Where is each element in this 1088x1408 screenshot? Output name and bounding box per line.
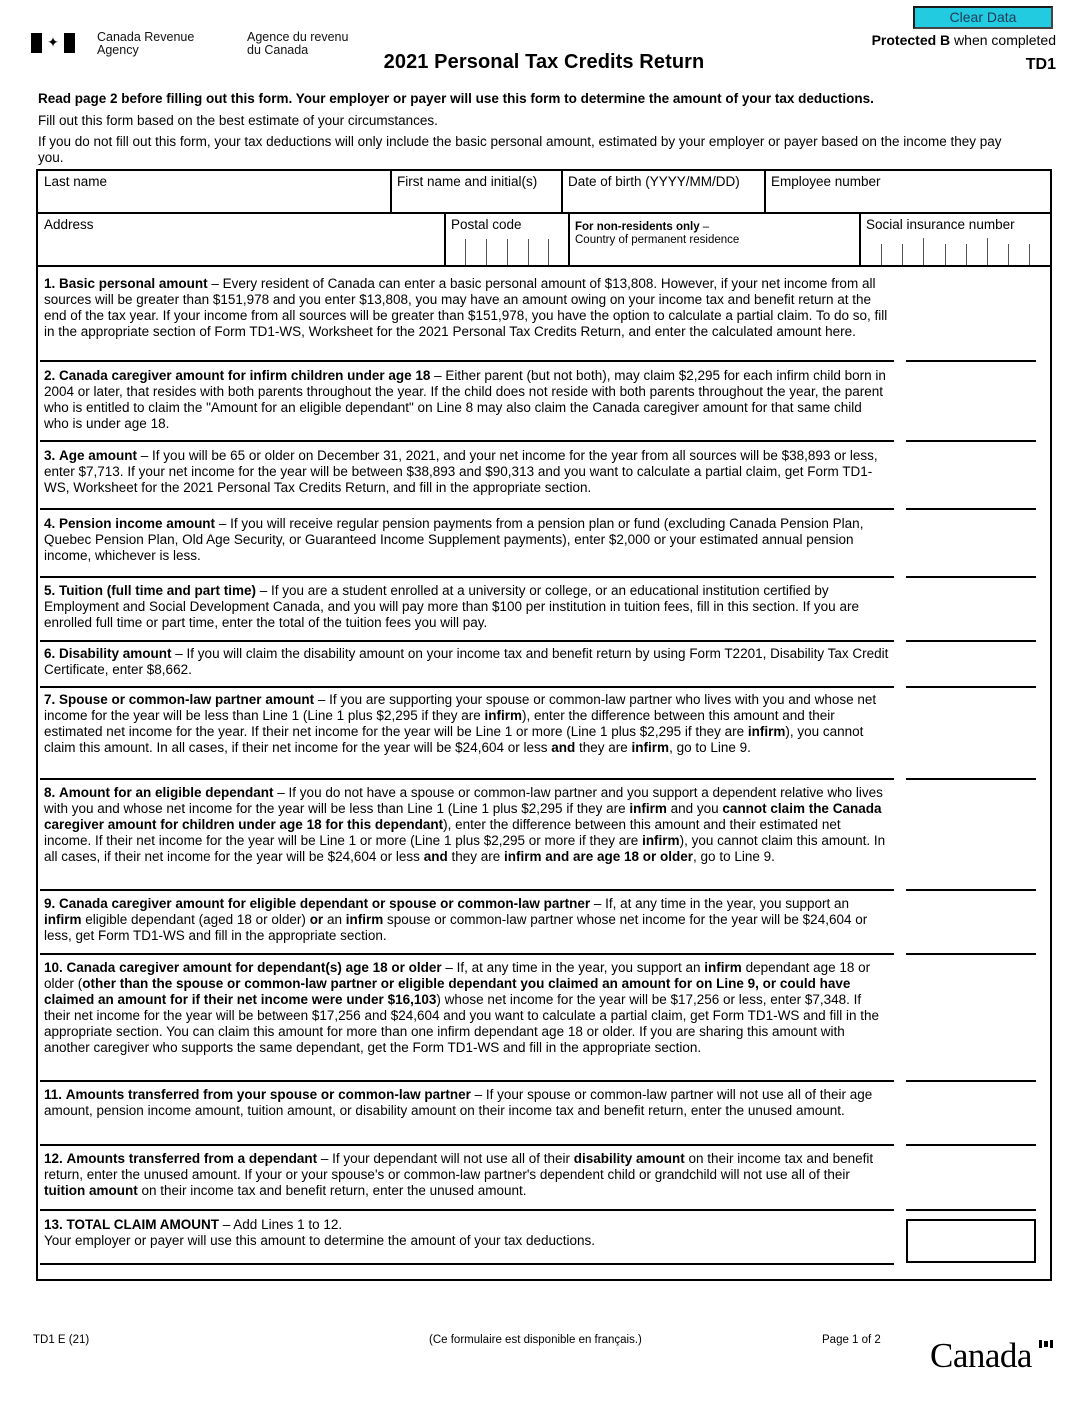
- line-text: ) whose net income for the year will be $17,256 or less, enter $7,348. If their net income for the year will be between $17,256 and $24,604 and you want to calculate a partial claim, get Form TD1-WS and fill in the appropriate section. You can claim this amount for more than one infirm dependant age 18 or older. If you are sharing this amount with another caregiver who supports the same dependant, get the Form TD1-WS and fill in the appropriate section.: [44, 992, 879, 1055]
- divider: [40, 640, 894, 642]
- line-title: Amounts transferred from your spouse or common-law partner: [65, 1087, 471, 1102]
- intro-if-not-filled: If you do not fill out this form, your tax deductions will only include the basic personal amount, estimated by your employer or payer based on the income they pay you.: [38, 134, 1002, 165]
- line-text: they are: [575, 740, 632, 755]
- line-11-amount-field[interactable]: [906, 1144, 1036, 1146]
- page-title: [0, 51, 1088, 74]
- line-text: – Either parent (but not both), may claim $2,295 for each infirm child born in 2004 or later, that resides with both parents throughout the year. If the child does not reside with both parents throughout the year, the parent who is entitled to claim the "Amount for an eligible dependant" on Line 8 may also claim the Canada caregiver amount for that same child who is under age 18.: [44, 368, 886, 431]
- agency-fr-line1: Agence du revenu: [247, 30, 349, 44]
- form-code: TD1: [1025, 56, 1056, 73]
- form-identifier: TD1 E (21): [33, 1334, 90, 1346]
- line-text: 13.: [44, 1217, 63, 1232]
- divider: [40, 953, 894, 955]
- line-2-amount-field[interactable]: [906, 440, 1036, 442]
- line-title: Amount for an eligible dependant: [59, 785, 274, 800]
- line-text: an: [323, 912, 346, 927]
- line-9-amount-field[interactable]: [906, 953, 1036, 955]
- country-residence-label: Country of permanent residence: [575, 234, 740, 246]
- line-text: disability amount: [573, 1151, 685, 1166]
- maple-leaf-icon: ✦: [47, 34, 59, 50]
- wordmark-flag-icon: [1039, 1340, 1053, 1348]
- line-title: Tuition (full time and part time): [59, 583, 257, 598]
- line-6-amount-field[interactable]: [906, 686, 1036, 688]
- line-text: infirm and are age 18 or older: [503, 849, 694, 864]
- line-text: Your employer or payer will use this amount to determine the amount of your tax deductions.: [44, 1233, 596, 1248]
- sin-tick: [923, 238, 924, 265]
- line-title: Canada caregiver amount for infirm children under age 18: [59, 368, 431, 383]
- line-text: infirm: [704, 960, 742, 975]
- agency-en-line2: Agency: [97, 43, 139, 57]
- intro-best-estimate: Fill out this form based on the best estimate of your circumstances.: [38, 113, 438, 128]
- line-text: 2.: [44, 368, 56, 383]
- first-name-label: First name and initial(s): [397, 174, 538, 189]
- protected-rest: when completed: [950, 32, 1056, 48]
- divider: [40, 1080, 894, 1082]
- line-text: eligible dependant (aged 18 or older): [81, 912, 310, 927]
- line-text: tuition amount: [44, 1183, 138, 1198]
- postal-code-tick: [548, 239, 549, 265]
- protected-notice: [872, 32, 1056, 48]
- clear-data-button[interactable]: Clear Data: [913, 6, 1053, 29]
- line-text: ), you cannot claim this amount. In all cases, if their net income for the year will be $24,604 or less: [44, 833, 886, 864]
- line-text: – If you are supporting your spouse or common-law partner who lives with you and whose net income for the year will be less than Line 1 (Line 1 plus $2,295 if they are: [44, 692, 877, 723]
- line-2-caregiver-children: [44, 368, 889, 432]
- line-title: Canada caregiver amount for dependant(s) age 18 or older: [66, 960, 442, 975]
- title-text: 2021 Personal Tax Credits Return: [383, 51, 705, 73]
- line-title: Basic personal amount: [59, 276, 208, 291]
- sin-tick: [881, 244, 882, 265]
- divider: [40, 1209, 894, 1211]
- line-3-age-amount: [44, 448, 889, 496]
- line-text: infirm: [631, 740, 670, 755]
- divider: [40, 889, 894, 891]
- line-9-caregiver-eligible-dependant: [44, 896, 889, 944]
- non-resident-dash: –: [699, 221, 710, 233]
- dob-label: Date of birth (YYYY/MM/DD): [568, 174, 740, 189]
- agency-fr-line2: du Canada: [247, 43, 309, 57]
- line-10-caregiver-age18: [44, 960, 889, 1056]
- line-text: ), enter the difference between this amount and their estimated net income. If their net income for the year will be Line 1 or more (Line 1 plus $2,295 or more if they are: [44, 817, 841, 848]
- line-text: and: [551, 740, 576, 755]
- divider: [40, 1144, 894, 1146]
- total-claim-amount-field[interactable]: [906, 1219, 1036, 1263]
- line-text: 4.: [44, 516, 56, 531]
- line-text: – If you will receive regular pension payments from a pension plan or fund (excluding Canada Pension Plan, Quebec Pension Plan, Old Age Security, or Guaranteed Income Supplement payments), enter $2,000 or your estimated annual pension income, whichever is less.: [44, 516, 864, 563]
- divider: [40, 686, 894, 688]
- line-title: Spouse or common-law partner amount: [59, 692, 315, 707]
- line-title: Pension income amount: [59, 516, 216, 531]
- line-text: they are: [447, 849, 504, 864]
- last-name-label: Last name: [44, 174, 108, 189]
- line-7-amount-field[interactable]: [906, 778, 1036, 780]
- line-text: – If your spouse or common-law partner will not use all of their age amount, pension income amount, tuition amount, or disability amount on their income tax and benefit return, enter the unused amount.: [44, 1087, 873, 1118]
- line-10-amount-field[interactable]: [906, 1080, 1036, 1082]
- line-text: 3.: [44, 448, 56, 463]
- line-text: on their income tax and benefit return, enter the unused amount.: [137, 1183, 527, 1198]
- line-text: and: [423, 849, 448, 864]
- line-text: infirm: [629, 801, 667, 816]
- line-3-amount-field[interactable]: [906, 508, 1036, 510]
- sin-tick: [1008, 244, 1009, 265]
- line-text: 6.: [44, 646, 56, 661]
- address-label: Address: [44, 217, 94, 232]
- line-5-amount-field[interactable]: [906, 640, 1036, 642]
- country-of-residence-field[interactable]: [569, 214, 859, 265]
- line-13-total-claim: [44, 1217, 889, 1249]
- page-number: Page 1 of 2: [822, 1334, 881, 1346]
- line-5-tuition: [44, 583, 889, 631]
- protected-level: Protected B: [871, 32, 951, 48]
- line-text: 5.: [44, 583, 56, 598]
- divider: [40, 1263, 894, 1265]
- line-text: , go to Line 9.: [693, 849, 775, 864]
- line-text: infirm: [345, 912, 384, 927]
- line-1-amount-field[interactable]: [906, 360, 1036, 362]
- line-text: cannot claim the Canada caregiver amount for children under age 18 for this dependant: [44, 801, 882, 832]
- divider: [40, 508, 894, 510]
- line-text: – Every resident of Canada can enter a basic personal amount of $13,808. However, if your net income from all sources will be greater than $151,978 and you enter $13,808, you may have an amount owing on your income tax and benefit return at the end of the tax year. If your income from all sources will be greater than $151,978, you have the option to calculate a partial claim. To do so, fill in the appropriate section of Form TD1-WS, Worksheet for the 2021 Personal Tax Credits Return, and enter the calculated amount here.: [44, 276, 888, 339]
- line-text: – If, at any time in the year, you support an: [441, 960, 705, 975]
- canada-flag-icon: [31, 33, 75, 53]
- sin-tick: [945, 244, 946, 265]
- date-of-birth-field[interactable]: [562, 171, 764, 212]
- line-6-disability: [44, 646, 889, 678]
- postal-code-tick: [465, 239, 466, 265]
- address-field[interactable]: [38, 214, 444, 265]
- last-name-field[interactable]: [38, 171, 390, 212]
- line-1-basic-personal: [44, 276, 889, 340]
- employee-number-field[interactable]: [765, 171, 1050, 212]
- line-7-spouse-amount: [44, 692, 889, 756]
- intro-read-page2: Read page 2 before filling out this form. Your employer or payer will use this form to determine the amount of your tax deductions.: [38, 91, 874, 106]
- line-title: Amounts transferred from a dependant: [66, 1151, 318, 1166]
- line-text: – Add Lines 1 to 12.: [219, 1217, 343, 1232]
- divider: [40, 576, 894, 578]
- line-text: 1.: [44, 276, 56, 291]
- postal-code-tick: [507, 239, 508, 265]
- sin-tick: [987, 238, 988, 265]
- line-text: infirm: [642, 833, 680, 848]
- line-text: 7.: [44, 692, 56, 707]
- line-text: , go to Line 9.: [669, 740, 751, 755]
- line-text: 11.: [44, 1087, 63, 1102]
- line-text: or: [309, 912, 324, 927]
- line-4-amount-field[interactable]: [906, 576, 1036, 578]
- line-text: spouse or common-law partner whose net income for the year will be $24,604 or less, get Form TD1-WS and fill in the appropriate section.: [44, 912, 868, 943]
- line-8-eligible-dependant: [44, 785, 889, 865]
- sin-field[interactable]: [860, 214, 1050, 265]
- non-resident-label: For non-residents only: [575, 221, 700, 233]
- line-text: infirm: [747, 724, 786, 739]
- identification-section: [36, 169, 1052, 267]
- line-text: other than the spouse or common-law partner or eligible dependant you claimed an amount for on Line 9, or could have claimed an amount for if their net income were under $16,103: [44, 976, 851, 1007]
- line-text: – If you will claim the disability amount on your income tax and benefit return by using Form T2201, Disability Tax Credit Certificate, enter $8,662.: [44, 646, 889, 677]
- line-title: TOTAL CLAIM AMOUNT: [66, 1217, 220, 1232]
- sin-tick: [902, 244, 903, 265]
- line-12-transfer-dependant: [44, 1151, 889, 1199]
- line-text: infirm: [484, 708, 523, 723]
- line-text: 10.: [44, 960, 63, 975]
- line-text: ), enter the difference between this amount and their estimated net income for the year. If their net income for the year will be Line 1 or more (Line 1 plus $2,295 if they are: [44, 708, 835, 739]
- line-12-amount-field[interactable]: [906, 1209, 1036, 1211]
- line-text: ), you cannot claim this amount. In all cases, if their net income for the year will be $24,604 or less: [44, 724, 864, 755]
- sin-label: Social insurance number: [866, 217, 1015, 232]
- sin-tick: [966, 244, 967, 265]
- sin-tick: [1029, 244, 1030, 265]
- line-text: – If you do not have a spouse or common-law partner and you support a dependent relative who lives with you and whose net income for the year will be less than Line 1 (Line 1 plus $2,295 if they are: [44, 785, 883, 816]
- divider: [40, 778, 894, 780]
- divider: [40, 440, 894, 442]
- line-text: infirm: [44, 912, 82, 927]
- line-11-transfer-spouse: [44, 1087, 889, 1119]
- postal-code-tick: [528, 239, 529, 265]
- line-text: on their income tax and benefit return, enter the unused amount. If your or your spouse's or common-law partner's dependent child or grandchild will not use all of their: [44, 1151, 874, 1182]
- postal-code-tick: [486, 239, 487, 265]
- line-text: – If you will be 65 or older on December 31, 2021, and your net income for the year from all sources will be $38,893 or less, enter $7,713. If your net income for the year will be between $38,893 and $90,313 and you want to calculate a partial claim, get Form TD1-WS, Worksheet for the 2021 Personal Tax Credits Return, and fill in the appropriate section.: [44, 448, 878, 495]
- line-title: Disability amount: [59, 646, 172, 661]
- line-text: and you: [666, 801, 723, 816]
- employee-number-label: Employee number: [771, 174, 881, 189]
- claim-lines-section: [36, 265, 1052, 1281]
- first-name-field[interactable]: [391, 171, 561, 212]
- agency-en-line1: Canada Revenue: [97, 30, 195, 44]
- line-text: 9.: [44, 896, 56, 911]
- line-4-pension-income: [44, 516, 889, 564]
- line-8-amount-field[interactable]: [906, 889, 1036, 891]
- line-title: Age amount: [59, 448, 138, 463]
- line-text: 12.: [44, 1151, 63, 1166]
- postal-code-label: Postal code: [451, 217, 522, 232]
- canada-wordmark: Canada: [930, 1336, 1032, 1375]
- line-text: 8.: [44, 785, 56, 800]
- line-text: dependant age 18 or older (: [44, 960, 871, 991]
- line-text: – If your dependant will not use all of their: [317, 1151, 574, 1166]
- divider: [40, 360, 894, 362]
- line-title: Canada caregiver amount for eligible dependant or spouse or common-law partner: [59, 896, 591, 911]
- line-text: – If, at any time in the year, you support an: [590, 896, 850, 911]
- line-text: – If you are a student enrolled at a university or college, or an educational institution certified by Employment and Social Development Canada, and you will pay more than $100 per institution in tuition fees, fill in this section. If you are enrolled full time or part time, enter the total of the tuition fees you will pay.: [44, 583, 859, 630]
- french-availability-note: (Ce formulaire est disponible en français.): [429, 1334, 642, 1346]
